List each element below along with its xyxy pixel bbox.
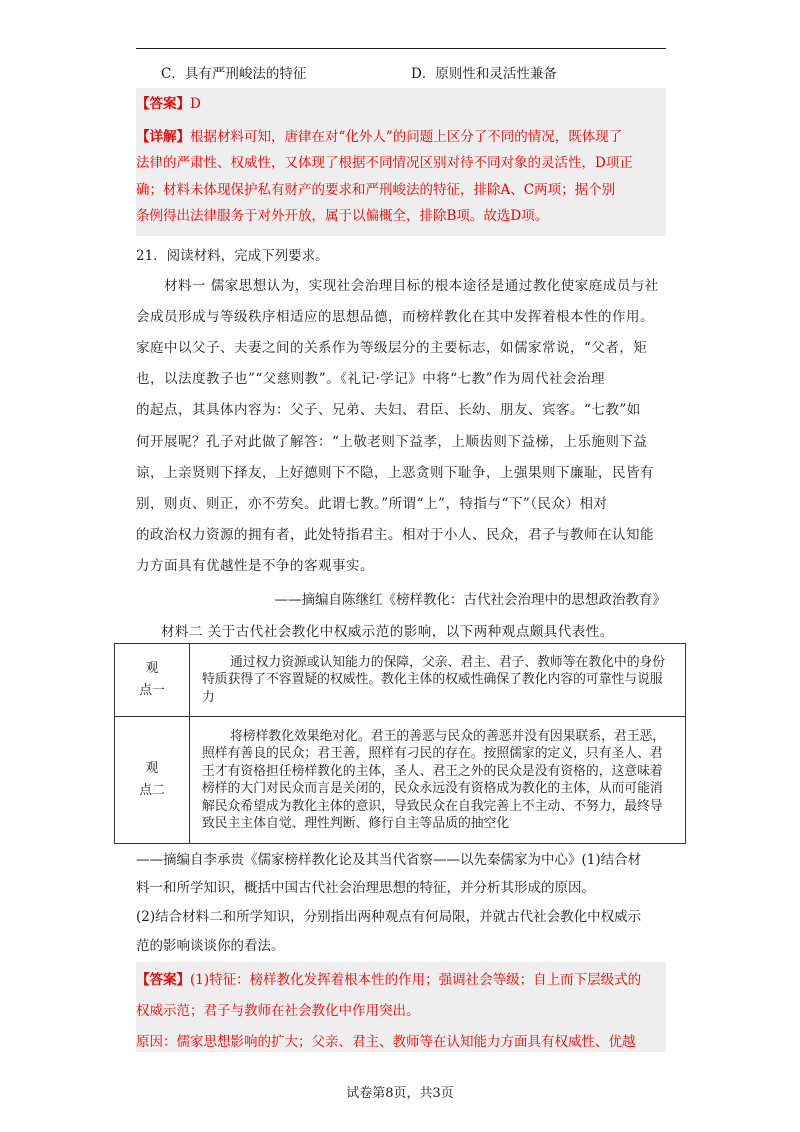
material1-source: ——摘编自陈继红《榜样教化：古代社会治理中的思想政治教育》 [274, 592, 666, 608]
material2-source-and-q1: ——摘编自李承贵《儒家榜样教化论及其当代省察——以先秦儒家为中心》(1)结合材 [136, 852, 642, 868]
detail-line: 条例得出法律服务于对外开放，属于以偏概全，排除B项。故选D项。 [136, 208, 549, 224]
viewpoints-table [114, 643, 686, 844]
option-c: C．具有严刑峻法的特征 [161, 66, 307, 82]
material1-line: 力方面具有优越性是不争的客观事实。 [136, 558, 374, 574]
material1-line: 的起点，其具体内容为：父子、兄弟、夫妇、君臣、长幼、朋友、宾客。“七教”如 [136, 402, 641, 418]
viewpoint-text: 通过权力资源或认知能力的保障，父亲、君主、君子、教师等在教化中的身份特质获得了不容置疑的权威性。教化主体的权威性确保了教化内容的可靠性与说服力 [190, 644, 686, 717]
material1-line: 谅，上亲贤则下择友，上好德则下不隐，上恶贪则下耻争，上强果则下廉耻，民皆有 [136, 465, 654, 481]
answer-line: 原因：儒家思想影响的扩大；父亲、君主、教师等在认知能力方面具有权威性、优越 [136, 1034, 636, 1050]
material1-line: 何开展呢？孔子对此做了解答：“上敬老则下益孝，上顺齿则下益梯，上乐施则下益 [136, 434, 648, 450]
answer-line: 权威示范；君子与教师在社会教化中作用突出。 [136, 1003, 420, 1019]
answer-box-21 [136, 962, 666, 1052]
detail-line: 【详解】根据材料可知，唐律在对“化外人”的问题上区分了不同的情况，既体现了 [136, 129, 623, 145]
viewpoint-text: 将榜样教化效果绝对化。君王的善恶与民众的善恶并没有因果联系，君王恶，照样有善良的民众；君王善，照样有刁民的存在。按照儒家的定义，只有圣人、君王才有资格担任榜样教化的主体，圣人、君王之外的民众是没有资格的，这意味着榜样的大门对民众而言是关闭的，民众永远没有资格成为教化的主体，从而可能消解民众希望成为教化主体的意识，导致民众在自我完善上不主动、不努力，最终导致民主主体自觉、理性判断、修行自主等品质的抽空化 [190, 717, 686, 844]
material1-line: 的政治权力资源的拥有者，此处特指君主。相对于小人、民众，君子与教师在认知能 [136, 527, 654, 543]
viewpoint-row [115, 717, 686, 844]
question-21-stem: 21．阅读材料，完成下列要求。 [136, 248, 329, 264]
viewpoint-label: 观 点一 [115, 644, 190, 717]
material1-line: 家庭中以父子、夫妻之间的关系作为等级层分的主要标志，如儒家常说，“父者，矩 [136, 340, 648, 356]
top-rule [136, 48, 666, 49]
answer-line: 【答案】(1)特征：榜样教化发挥着根本性的作用；强调社会等级；自上而下层级式的 [136, 972, 642, 988]
page-footer: 试卷第8页，共3页 [346, 1086, 454, 1101]
answer-line: 【答案】D [136, 96, 201, 112]
answer-options [0, 62, 800, 86]
detail-line: 法律的严肃性、权威性，又体现了根据不同情况区别对待不同对象的灵活性，D项正 [136, 155, 633, 171]
material2-intro: 材料二 关于古代社会教化中权威示范的影响，以下两种观点颇具代表性。 [161, 624, 614, 640]
material1-line: 材料一 儒家思想认为，实现社会治理目标的根本途径是通过教化使家庭成员与社 [136, 278, 659, 294]
question-2: (2)结合材料二和所学知识，分别指出两种观点有何局限，并就古代社会教化中权威示 [136, 909, 642, 925]
option-d: D．原则性和灵活性兼备 [411, 66, 557, 82]
material1-line: 别，则贞、则正，亦不劳矣。此谓七教。”所谓“上”，特指与“下”（民众）相对 [136, 496, 608, 512]
question-2-continued: 范的影响谈谈你的看法。 [136, 938, 285, 954]
answer-box-previous [136, 88, 666, 236]
question-1-continued: 料一和所学知识，概括中国古代社会治理思想的特征，并分析其形成的原因。 [136, 880, 595, 896]
viewpoint-label: 观 点二 [115, 717, 190, 844]
detail-line: 确；材料未体现保护私有财产的要求和严刑峻法的特征，排除A、C两项；据个别 [136, 182, 616, 198]
viewpoint-row [115, 644, 686, 717]
material1-line: 会成员形成与等级秩序相适应的思想品德，而榜样教化在其中发挥着根本性的作用。 [136, 309, 654, 325]
material1-line: 也，以法度教子也”“父慈则教”。《礼记·学记》中将“七教”作为周代社会治理 [136, 371, 606, 387]
